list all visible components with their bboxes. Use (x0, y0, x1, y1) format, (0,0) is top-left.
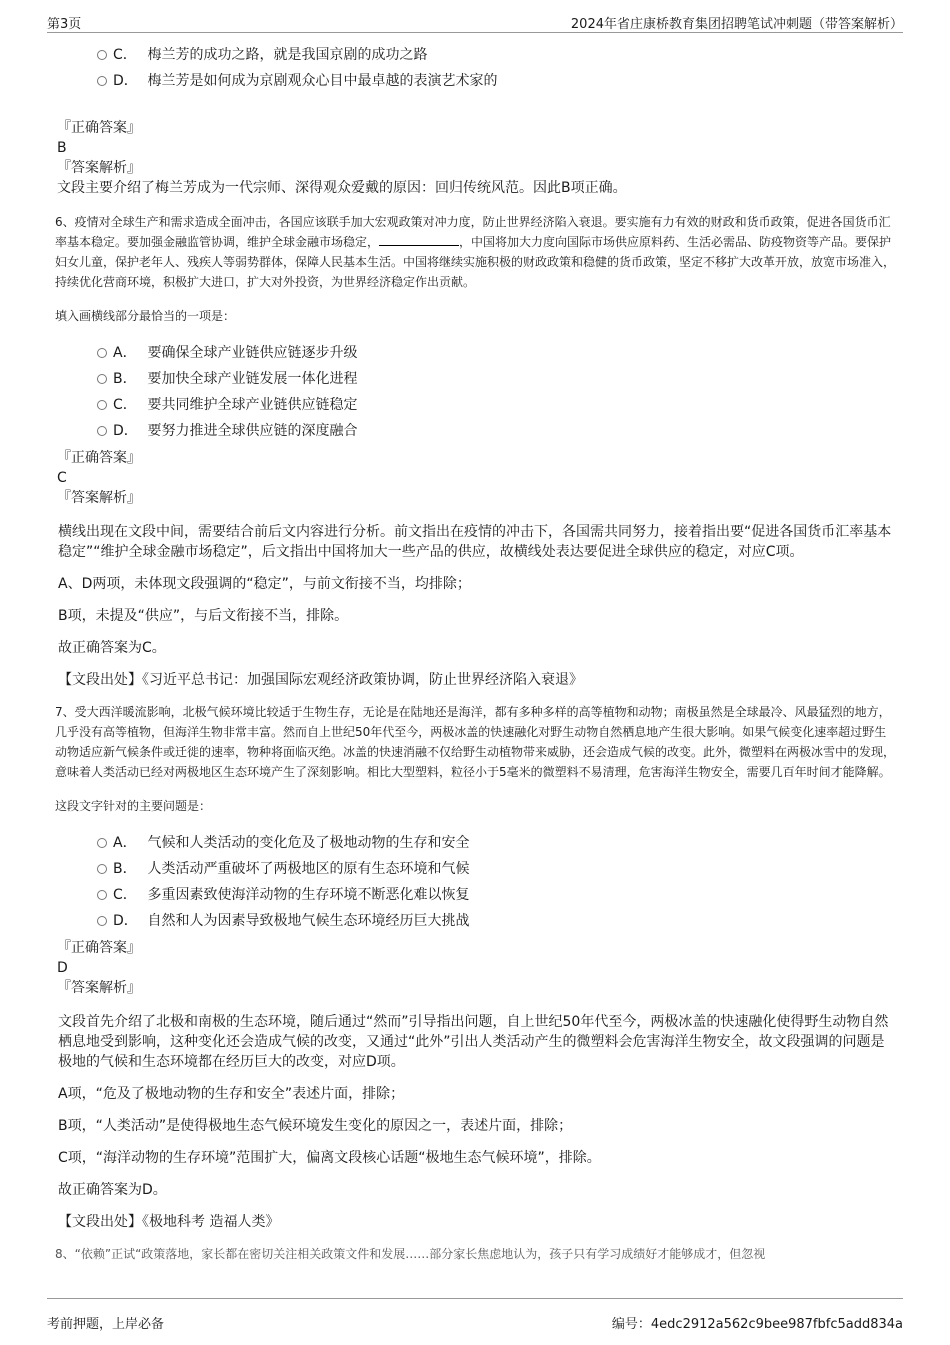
q7-stem: 7、受大西洋暖流影响，北极气候环境比较适于生物生存，无论是在陆地还是海洋，都有多种多样的高等植物和动物；南极虽然是全球最冷、风最猛烈的地方，几乎没有高等植物，但海洋生物非常丰富。然而自上世纪50年代至今，两极冰盖的快速融化对野生动物自然栖息地产生很大影响。如果气候变化速率超过野生动物适应新气候条件或迁徙的速率，物种将面临灭绝。冰盖的快速消融不仅给野生动植物带来威胁，还会造成气候的改变。此外，微塑料在两极冰雪中的发现，意味着人类活动已经对两极地区生态环境产生了深刻影响。相比大型塑料，粒径小于5毫米的微塑料不易清理，危害海洋生物安全，需要几百年时间才能降解。 (55, 705, 895, 779)
q5-option-d[interactable]: D． 梅兰芳是如何成为京剧观众心目中最卓越的表演艺术家的 (55, 68, 895, 94)
q6-answer-label: 『正确答案』 (57, 450, 141, 466)
radio-icon[interactable] (97, 76, 107, 86)
document-body (55, 36, 895, 1296)
q7-option-c[interactable]: C． 多重因素致使海洋动物的生存环境不断恶化难以恢复 (55, 882, 895, 908)
q8-partial-stem: 8、“依赖”正试“政策落地，家长都在密切关注相关政策文件和发展……部分家长焦虑地认为，孩子只有学习成绩好才能够成才，但忽视 (55, 1247, 766, 1261)
q7-option-a[interactable]: A． 气候和人类活动的变化危及了极地动物的生存和安全 (55, 830, 895, 856)
q6-analysis-para: B项，未提及“供应”，与后文衔接不当，排除。 (58, 608, 349, 624)
q7-answer: D (57, 960, 68, 976)
radio-icon[interactable] (97, 374, 107, 384)
q7-analysis-label: 『答案解析』 (57, 980, 141, 996)
q6-option-a[interactable]: A． 要确保全球产业链供应链逐步升级 (55, 340, 895, 366)
q6-option-c[interactable]: C． 要共同维护全球产业链供应链稳定 (55, 392, 895, 418)
q7-analysis-para: A项，“危及了极地动物的生存和安全”表述片面，排除； (58, 1086, 405, 1102)
radio-icon[interactable] (97, 400, 107, 410)
radio-icon[interactable] (97, 348, 107, 358)
q6-analysis-label: 『答案解析』 (57, 490, 141, 506)
q6-option-b[interactable]: B． 要加快全球产业链发展一体化进程 (55, 366, 895, 392)
document-id: 编号：4edc2912a562c9bee987fbfc5add834a (611, 1317, 903, 1332)
q7-source: 【文段出处】《极地科考 造福人类》 (58, 1214, 280, 1230)
q7-answer-label: 『正确答案』 (57, 940, 141, 956)
q7-option-d[interactable]: D． 自然和人为因素导致极地气候生态环境经历巨大挑战 (55, 908, 895, 934)
q5-answer-label: 『正确答案』 (57, 120, 141, 136)
fill-blank (379, 232, 459, 246)
radio-icon[interactable] (97, 838, 107, 848)
q7-options (55, 830, 895, 934)
radio-icon[interactable] (97, 890, 107, 900)
q6-analysis-para: 故正确答案为C。 (58, 640, 166, 656)
q5-option-c[interactable]: C． 梅兰芳的成功之路，就是我国京剧的成功之路 (55, 42, 895, 68)
q7-analysis-para: 文段首先介绍了北极和南极的生态环境，随后通过“然而”引导指出问题，自上世纪50年代至今，两极冰盖的快速融化使得野生动物自然栖息地受到影响，这种变化还会造成气候的改变，又通过“此外”引出人类活动产生的微塑料会危害海洋生物安全，故文段强调的问题是极地的气候和生态环境都在经历巨大的改变，对应D项。 (58, 1014, 889, 1070)
q6-answer: C (57, 470, 67, 486)
q5-answer: B (57, 140, 67, 156)
page-header (47, 10, 903, 33)
radio-icon[interactable] (97, 864, 107, 874)
radio-icon[interactable] (97, 916, 107, 926)
document-title: 2024年省庄康桥教育集团招聘笔试冲刺题（带答案解析） (570, 17, 903, 32)
q6-options (55, 340, 895, 444)
q6-option-d[interactable]: D． 要努力推进全球供应链的深度融合 (55, 418, 895, 444)
q6-prompt: 填入画横线部分最恰当的一项是： (55, 309, 236, 323)
q6-stem: 6、疫情对全球生产和需求造成全面冲击，各国应该联手加大宏观政策对冲力度，防止世界经济陷入衰退。要实施有力有效的财政和货币政策，促进各国货币汇率基本稳定。要加强金融监管协调，维护全球金融市场稳定， ，中国将加大力度向国际市场供应原料药、生活必需品、防疫物资等产品。要保护妇女儿童，保护老年人、残疾人等弱势群体，保障人民基本生活。中国将继续实施积极的财政政策和稳健的货币政策，坚定不移扩大改革开放，放宽市场准入，持续优化营商环境，积极扩大进口，扩大对外投资，为世界经济稳定作出贡献。 (55, 215, 895, 289)
q7-option-b[interactable]: B． 人类活动严重破坏了两极地区的原有生态环境和气候 (55, 856, 895, 882)
q7-analysis-para: C项，“海洋动物的生存环境”范围扩大，偏离文段核心话题“极地生态气候环境”，排除。 (58, 1150, 601, 1166)
footer-slogan: 考前押题，上岸必备 (47, 1317, 165, 1332)
q5-options (55, 42, 895, 94)
q7-analysis-para: B项，“人类活动”是使得极地生态气候环境发生变化的原因之一，表述片面，排除； (58, 1118, 573, 1134)
q5-analysis: 文段主要介绍了梅兰芳成为一代宗师、深得观众爱戴的原因：回归传统风范。因此B项正确。 (57, 180, 627, 196)
q7-analysis-para: 故正确答案为D。 (58, 1182, 167, 1198)
page-footer (47, 1298, 903, 1339)
radio-icon[interactable] (97, 50, 107, 60)
q6-source: 【文段出处】《习近平总书记：加强国际宏观经济政策协调，防止世界经济陷入衰退》 (58, 672, 583, 688)
q6-analysis-para: 横线出现在文段中间，需要结合前后文内容进行分析。前文指出在疫情的冲击下，各国需共同努力，接着指出要“促进各国货币汇率基本稳定”“维护全球金融市场稳定”，后文指出中国将加大一些产品的供应，故横线处表达要促进全球供应的稳定，对应C项。 (58, 524, 892, 560)
q7-prompt: 这段文字针对的主要问题是： (55, 799, 212, 813)
page-number: 第3页 (47, 17, 82, 32)
radio-icon[interactable] (97, 426, 107, 436)
q5-analysis-label: 『答案解析』 (57, 160, 141, 176)
q6-analysis-para: A、D两项，未体现文段强调的“稳定”，与前文衔接不当，均排除； (58, 576, 471, 592)
